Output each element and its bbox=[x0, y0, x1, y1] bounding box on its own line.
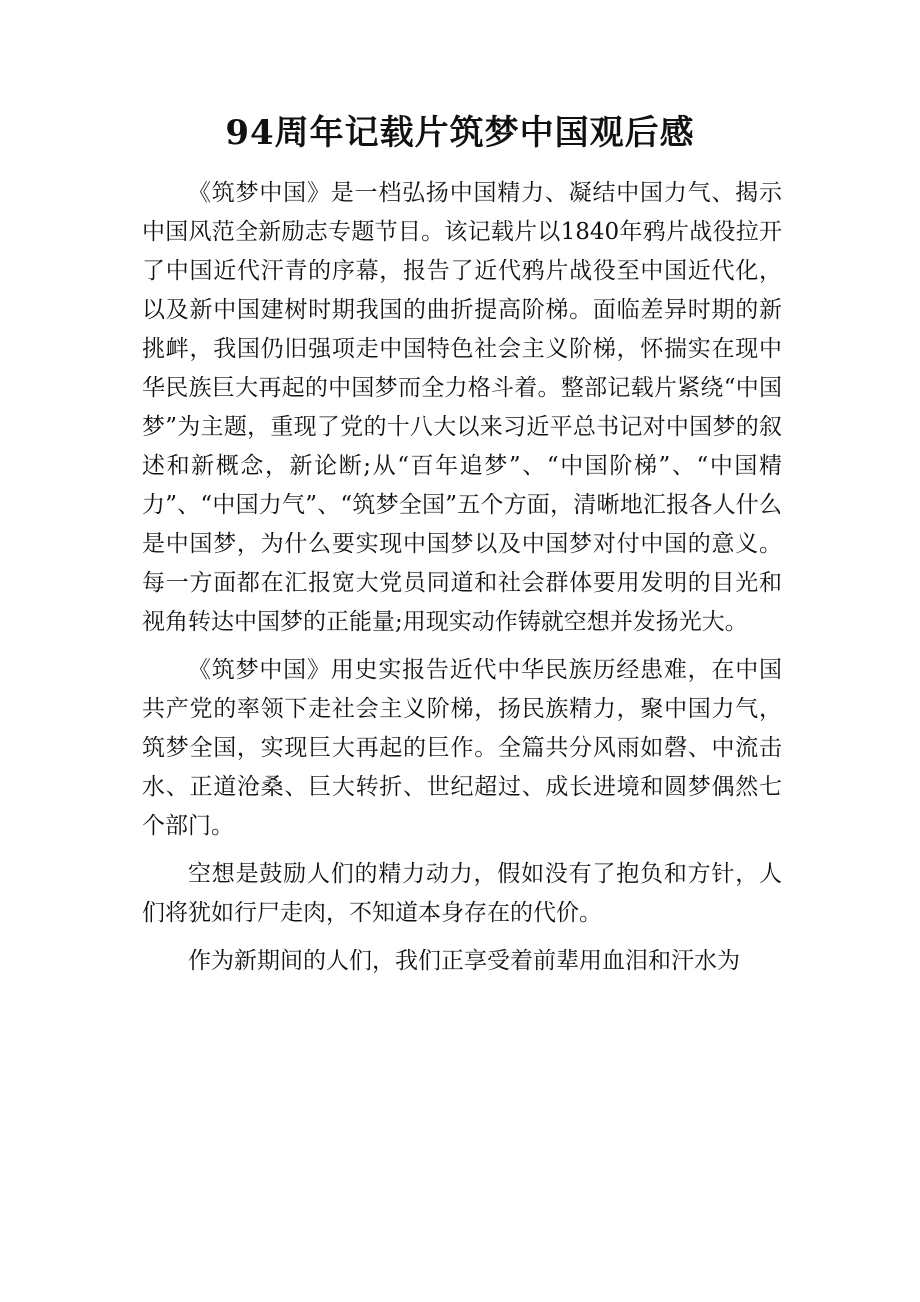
document-body bbox=[142, 174, 782, 981]
paragraph-1: 《筑梦中国》是一档弘扬中国精力、凝结中国力气、揭示中国风范全新励志专题节目。该记载片以1840年鸦片战役拉开了中国近代汗青的序幕，报告了近代鸦片战役至中国近代化，以及新中国建树时期我国的曲折提高阶梯。面临差异时期的新挑衅，我国仍旧强项走中国特色社会主义阶梯，怀揣实在现中华民族巨大再起的中国梦而全力格斗着。整部记载片紧绕“中国梦”为主题，重现了党的十八大以来习近平总书记对中国梦的叙述和新概念，新论断;从“百年追梦”、“中国阶梯”、“中国精力”、“中国力气”、“筑梦全国”五个方面，清晰地汇报各人什么是中国梦，为什么要实现中国梦以及中国梦对付中国的意义。每一方面都在汇报宽大党员同道和社会群体要用发明的目光和视角转达中国梦的正能量;用现实动作铸就空想并发扬光大。 bbox=[142, 180, 782, 635]
paragraph-2: 《筑梦中国》用史实报告近代中华民族历经患难，在中国共产党的率领下走社会主义阶梯，扬民族精力，聚中国力气，筑梦全国，实现巨大再起的巨作。全篇共分风雨如磬、中流击水、正道沧桑、巨大转折、世纪超过、成长进境和圆梦偶然七个部门。 bbox=[142, 657, 782, 839]
document-title: 94周年记载片筑梦中国观后感 bbox=[225, 113, 695, 153]
paragraph-3: 空想是鼓励人们的精力动力，假如没有了抱负和方针，人们将犹如行尸走肉，不知道本身存在的代价。 bbox=[142, 861, 782, 926]
paragraph-4: 作为新期间的人们，我们正享受着前辈用血泪和汗水为 bbox=[188, 948, 740, 974]
